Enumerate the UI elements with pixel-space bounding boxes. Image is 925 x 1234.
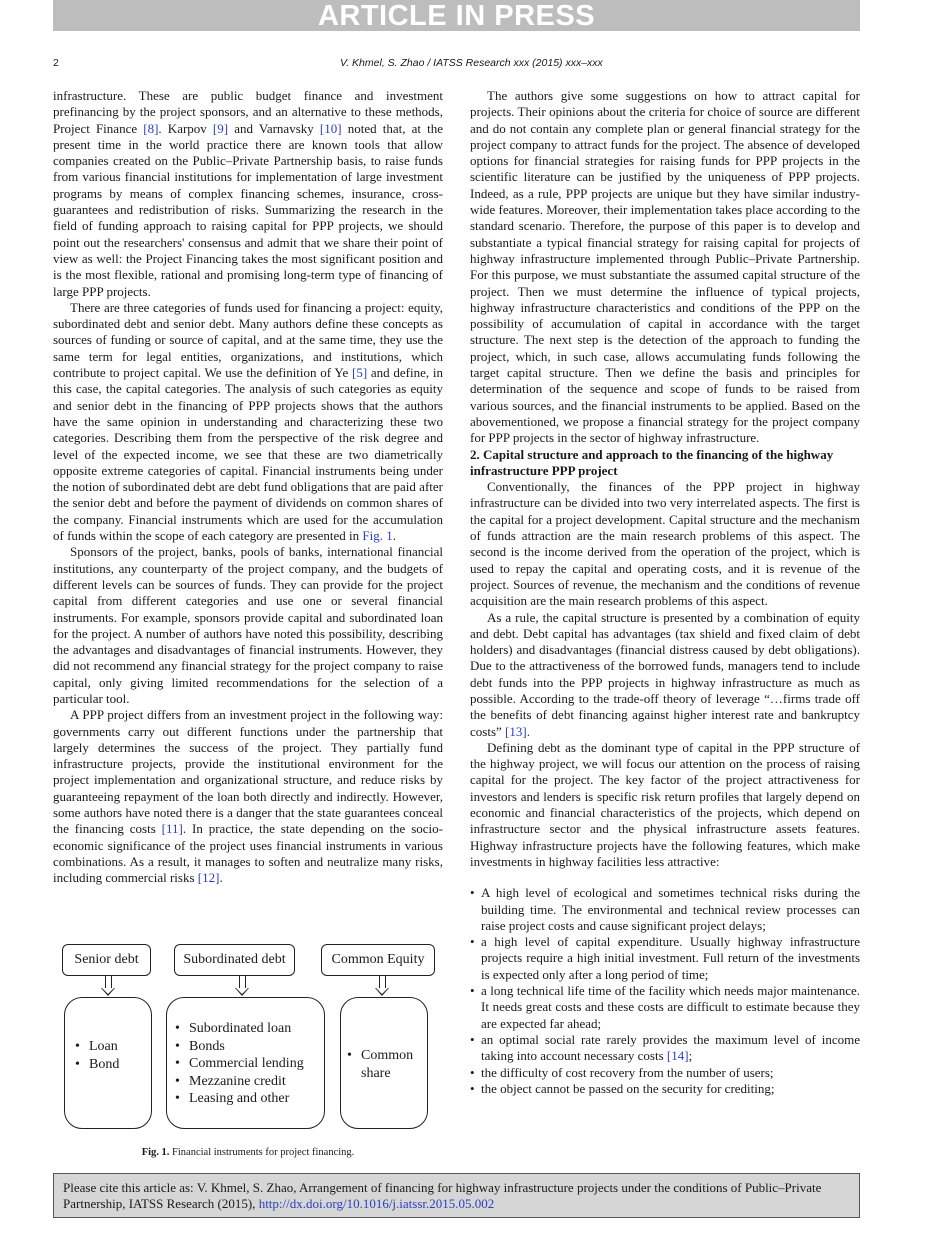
article-in-press-banner: ARTICLE IN PRESS bbox=[53, 0, 860, 31]
list-item: • Commercial lending bbox=[175, 1055, 304, 1073]
list-item: • Bond bbox=[75, 1056, 119, 1074]
senior-debt-header: Senior debt bbox=[62, 944, 151, 976]
figure-1 bbox=[53, 935, 443, 1165]
doi-link[interactable]: http://dx.doi.org/10.1016/j.iatssr.2015.05.002 bbox=[258, 1196, 495, 1211]
list-item: • Mezzanine credit bbox=[175, 1073, 304, 1091]
list-item: • the difficulty of cost recovery from the number of users; bbox=[470, 1065, 860, 1081]
paragraph: A PPP project differs from an investment project in the following way: governments carry out different functions under the partnership that largely determines the success of the project. They partially fund infrastructure projects, provide the institutional environment for the project implementation and organizational structure, and reduce risks by guaranteeing repayment of the loan both directly and indirectly. However, some authors have noted there is a danger that the state guarantees conceal the financing costs [11]. In practice, the state depending on the socio-economic significance of the project uses financial instruments in various combinations. As a result, it manages to soften and neutralize many risks, including commercial risks [12]. bbox=[53, 707, 443, 886]
list-item: • Leasing and other bbox=[175, 1090, 304, 1108]
paragraph: Conventionally, the finances of the PPP project in highway infrastructure can be divided into two very interrelated aspects. The first is the capital for a project development. Capital structure and the mechanism of funds attraction are the main research problems of this aspect. The second is the income derived from the operation of the project, which is used to repay the capital and operating costs, and it is revenue of the project. Sources of revenue, the mechanism and the conditions of revenue acquisition are the main research problems of this aspect. bbox=[470, 479, 860, 609]
reference-link[interactable]: [9] bbox=[212, 120, 229, 136]
list-item: • a high level of capital expenditure. Usually highway infrastructure projects require a high initial investment. Full return of the investments is expected only after a long period of time; bbox=[470, 934, 860, 983]
reference-link[interactable]: [13] bbox=[505, 723, 527, 739]
list-item: • A high level of ecological and sometimes technical risks during the building time. The environmental and technical review processes can raise project costs and cause significant project delays; bbox=[470, 885, 860, 934]
page-number: 2 bbox=[53, 57, 59, 69]
list-item: • Bonds bbox=[175, 1038, 304, 1056]
left-column bbox=[53, 88, 443, 887]
citation-box: Please cite this article as: V. Khmel, S. Zhao, Arrangement of financing for highway infrastructure projects under the conditions of Public–Private Partnership, IATSS Research (2015), http://dx.doi.org/10.1016/j.iatssr.2015.05.002 bbox=[53, 1173, 860, 1218]
paragraph: Sponsors of the project, banks, pools of banks, international financial institutions, any counterparty of the project company, and the budgets of different levels can be sources of funds. They can provide for the project capital from different categories and use one or several financial instruments. For example, sponsors provide capital and subordinated loan for the project. A number of authors have noted this possibility, describing the advantages and disadvantages of financial instruments. However, they did not recommend any financial strategy for the project company to raise capital, only giving limited recommendations for the selection of a particular tool. bbox=[53, 544, 443, 706]
reference-link[interactable]: [8] bbox=[143, 120, 159, 136]
list-item: • an optimal social rate rarely provides the maximum level of income taking into account necessary costs [14]; bbox=[470, 1032, 860, 1065]
down-arrow-icon bbox=[239, 975, 246, 989]
section-heading: 2. Capital structure and approach to the financing of the highway infrastructure PPP project bbox=[470, 446, 834, 478]
paragraph: As a rule, the capital structure is presented by a combination of equity and debt. Debt capital has advantages (tax shield and fixed claim of debt holders) and disadvantages (financial distress caused by debt obligations). Due to the attractiveness of the borrowed funds, managers tend to include debt funds into the PPP projects in highway infrastructure as much as possible. According to the trade-off theory of leverage “…firms trade off the benefits of debt financing against higher interest rate and bankruptcy costs” [13]. bbox=[470, 609, 860, 739]
common-equity-instruments bbox=[340, 997, 428, 1129]
paragraph: There are three categories of funds used for financing a project: equity, subordinated debt and senior debt. Many authors define these concepts as sources of funding or source of capital, and at the same time, they use the same term for legal entities, organizations, and institutions, which contribute to project capital. We use the definition of Ye [5] and define, in this case, the capital categories. The analysis of such categories as equity and senior debt in the financing of PPP projects shows that the authors have the same opinion in understanding and characterizing these two categories. Describing them from the perspective of the risk degree and level of the expected income, we see that these are two diametrically opposite extreme categories of capital. Financial instruments being under the notion of subordinated debt are debt fund obligations that are paid after the senior debt and before the payment of dividends on common shares of the company. Financial instruments which are used for the accumulation of funds within the scope of each category are presented in Fig. 1. bbox=[53, 299, 444, 544]
figure-caption: Fig. 1. Financial instruments for project financing. bbox=[141, 1147, 355, 1158]
running-head: V. Khmel, S. Zhao / IATSS Research xxx (2015) xxx–xxx bbox=[340, 57, 603, 69]
paragraph: Defining debt as the dominant type of capital in the PPP structure of the highway project, we will focus our attention on the process of raising capital for the project. The key factor of the project attractiveness for investors and lenders is specific risk return profiles that largely depend on economic and financial characteristics of the projects, which depend on infrastructure sector and the physical infrastructure assets features. Highway infrastructure projects have the following features, which make investments in highway facilities less attractive: bbox=[470, 739, 860, 869]
right-column bbox=[470, 88, 860, 1097]
down-arrow-icon bbox=[379, 975, 386, 989]
reference-link[interactable]: [5] bbox=[351, 365, 368, 381]
subordinated-debt-instruments bbox=[166, 997, 325, 1129]
list-item: • Subordinated loan bbox=[175, 1020, 304, 1038]
subordinated-debt-header: Subordinated debt bbox=[174, 944, 295, 976]
reference-link[interactable]: [14] bbox=[666, 1048, 689, 1064]
reference-link[interactable]: [11] bbox=[161, 821, 183, 837]
reference-link[interactable]: [12] bbox=[197, 870, 220, 886]
list-item: • a long technical life time of the facility which needs major maintenance. It needs great costs and these costs are difficult to estimate because they are expected far ahead; bbox=[470, 983, 860, 1032]
common-equity-header: Common Equity bbox=[321, 944, 435, 976]
list-item: • the object cannot be passed on the security for crediting; bbox=[470, 1081, 860, 1097]
figure-link[interactable]: Fig. 1 bbox=[362, 528, 393, 544]
list-item: • Common share bbox=[347, 1047, 419, 1082]
paragraph: The authors give some suggestions on how to attract capital for projects. Their opinions about the criteria for choice of source are different and do not contain any complete plan or general financial strategy for the project company to attract funds for the project. The absence of developed options for financial strategies for raising funds for PPP projects in the scientific literature can be justified by the uniqueness of PPP projects. Indeed, as a rule, PPP projects are unique but they have similar industry-wide features. Moreover, their implementation takes place according to the standard scenario. Therefore, the purpose of this paper is to develop and substantiate a typical financial strategy for raising capital for projects of highway infrastructure implemented through Public–Private Partnership. For this purpose, we must substantiate the assumed capital structure of the project. Then we must determine the influence of typical projects, highway infrastructure characteristics and conditions of the PPP on the possibility of accumulation of capital in accordance with the target structure. The next step is the detection of the approach to funding the project, which, in such case, allows accumulating funds following the target capital structure. Then we define the basis and principles for determination of the sequence and scope of funds to be raised from various sources, and the financial instruments to be applied. Based on the abovementioned, we propose a financial strategy for the project company for PPP projects in the sector of highway infrastructure. bbox=[470, 88, 860, 446]
senior-debt-instruments bbox=[64, 997, 152, 1129]
feature-list bbox=[470, 885, 860, 1097]
down-arrow-icon bbox=[105, 975, 112, 989]
reference-link[interactable]: [10] bbox=[319, 120, 342, 136]
paragraph: infrastructure. These are public budget finance and investment prefinancing by the project sponsors, and an alternative to these methods, Project Finance [8]. Karpov [9] and Varnavsky [10] noted that, at the present time in the world practice there are known tools that allow companies created on the Public–Private Partnership basis, to raise funds from various financial institutions for implementation of large investment programs by means of complex financing schemes, insurance, cross-guarantees and redistribution of risks. Summarizing the research in the field of funding approach to raising capital for PPP projects, we should point out the researchers' consensus and admit that we share their point of view as well: the Project Financing takes the most significant position and is the most flexible, rational and promising long-term type of financing of large PPP projects. bbox=[53, 88, 443, 299]
list-item: • Loan bbox=[75, 1038, 119, 1056]
